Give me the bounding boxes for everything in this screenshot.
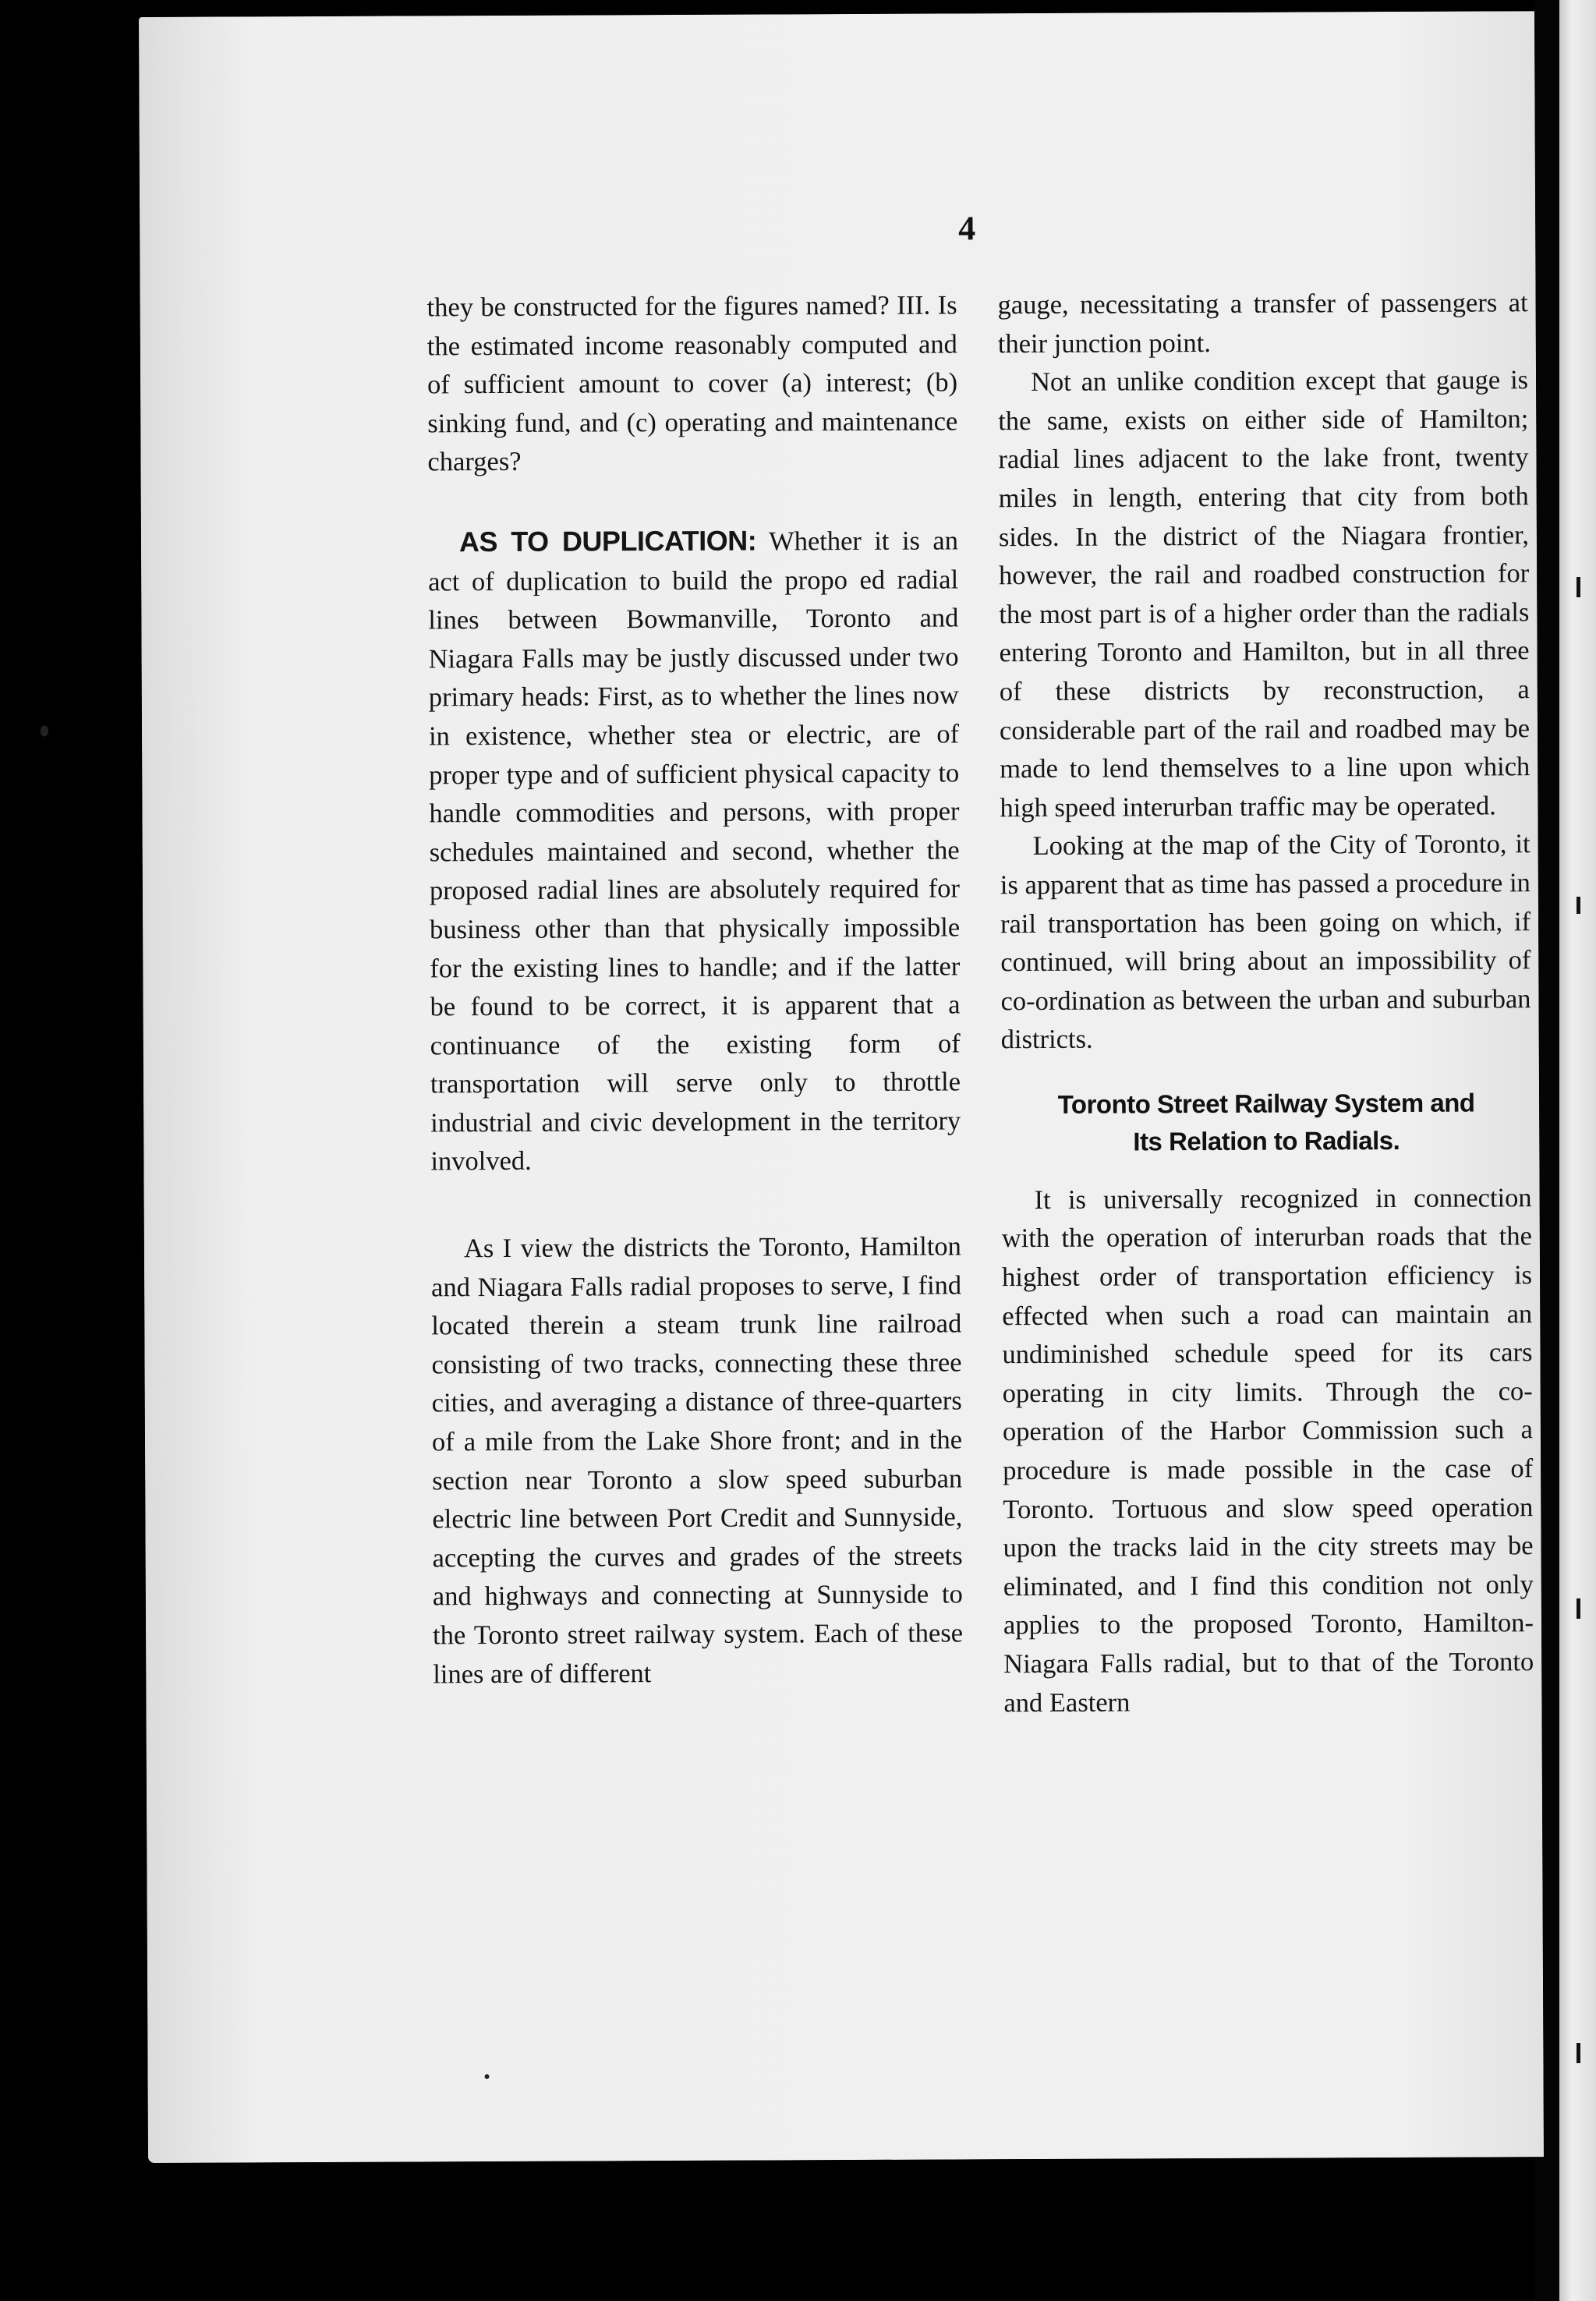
duplication-heading: AS TO DUPLICATION:	[458, 524, 757, 558]
unlike-condition-paragraph: Not an unlike condition except that gauge is the same, exists on either side of Hamilton; radial lines adjacent to the lake front, twenty miles in length, entering that city from both sides. In the district of the Niagara frontier, however, the rail and roadbed construction for the most part is of a higher order than the radials entering Toronto and Hamilton, but in all three of these districts by reconstruction, a considerable part of the rail and roadbed may be made to lend themselves to a line upon which high speed interurban traffic may be operated.	[998, 365, 1531, 823]
page-number: 4	[958, 209, 976, 248]
left-column	[427, 286, 964, 1694]
left-opening-paragraph: they be constructed for the figures named? III. Is the estimated income reasonably computed and of sufficient amount to cover (a) interest; (b) sinking fund, and (c) operating and maintenance charges?	[426, 290, 958, 477]
edge-speck	[1577, 2043, 1580, 2063]
edge-speck	[1577, 577, 1580, 597]
scanned-page	[139, 11, 1544, 2163]
gauge-paragraph: gauge, necessitating a transfer of passengers at their junction point.	[997, 288, 1528, 359]
adjacent-page-edge	[1559, 0, 1596, 2301]
duplication-text: Whether it is an act of duplication to build the propo ed radial lines between Bowmanville, Toronto and Niagara Falls may be justly discussed under two primary heads: First, as to whether the lines now in existence, whether stea or electric, are of proper type and of sufficient physical capacity to handle commodities and persons, with proper schedules maintained and second, whether the proposed radial lines are absolutely required for business other than that physically impossible for the existing lines to handle; and if the latter be found to be correct, it is apparent that a continuance of the existing form of transportation will serve only to throttle industrial and civic development in the territory involved.	[428, 526, 961, 1177]
section-heading-line-1: Toronto Street Railway System and	[1057, 1088, 1475, 1119]
view-paragraph: As I view the districts the Toronto, Hamilton and Niagara Falls radial proposes to serve, I find located therein a steam trunk line railroad consisting of two tracks, connecting these three cities, and averaging a distance of three-quarters of a mile from the Lake Shore front; and in the section near Toronto a slow speed suburban electric line between Port Credit and Sunnyside, accepting the curves and grades of the streets and highways and connecting at Sunnyside to the Toronto street railway system. Each of these lines are of different	[431, 1231, 964, 1689]
interurban-paragraph: It is universally recognized in connection with the operation of interurban roads that the highest order of transportation efficiency is effected when such a road can maintain an undiminished schedule speed for its cars operating in city limits. Through the co-operation of the Harbor Commission such a procedure is made possible in the case of Toronto. Tortuous and slow speed operation upon the tracks laid in the city streets may be eliminated, and I find this condition not only applies to the proposed Toronto, Hamilton-Niagara Falls radial, but to that of the Toronto and Eastern	[1001, 1183, 1534, 1718]
edge-speck	[1577, 1598, 1580, 1619]
scan-speck	[485, 2074, 490, 2079]
section-heading-line-2: Its Relation to Radials.	[1133, 1125, 1400, 1156]
edge-speck	[1577, 897, 1580, 914]
map-paragraph: Looking at the map of the City of Toronto, it is apparent that as time has passed a procedure in rail transportation has been going on which, if continued, will bring about an impossibility of co-ordination as between the urban and suburban districts.	[1000, 829, 1531, 1055]
section-heading	[1001, 1084, 1531, 1161]
right-column	[998, 284, 1534, 1722]
scan-speck	[41, 726, 48, 737]
duplication-paragraph	[428, 520, 961, 1181]
